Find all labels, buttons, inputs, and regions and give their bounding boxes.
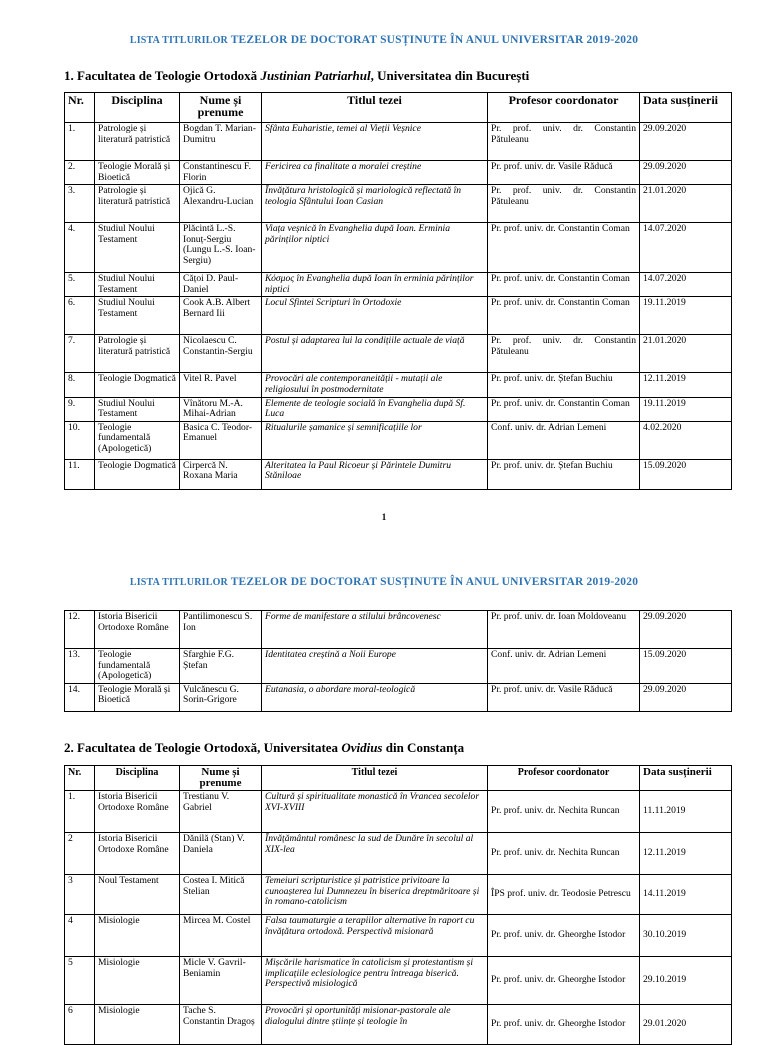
cell-date: 29.09.2020 (640, 123, 732, 161)
cell-name: Vulcănescu G. Sorin-Grigore (180, 683, 262, 711)
cell-nr: 1. (65, 123, 95, 161)
cell-prof: Pr. prof. univ. dr. Constantin Pătuleanu (488, 123, 640, 161)
section-prefix: 2. Facultatea de Teologie Ortodoxă, Universitatea (64, 740, 339, 755)
cell-prof: Pr. prof. univ. dr. Ștefan Buchiu (488, 459, 640, 489)
cell-prof: Pr. prof. univ. dr. Vasile Răducă (488, 161, 640, 185)
cell-name: Bogdan T. Marian-Dumitru (180, 123, 262, 161)
cell-name: Plăcintă L.-S. Ionuț-Sergiu (Lungu L.-S. Ioan-Sergiu) (180, 223, 262, 273)
col-name: Nume și prenume (180, 93, 262, 123)
table-row (65, 683, 732, 711)
cell-nr: 2. (65, 161, 95, 185)
section-italic: Ovidius (341, 740, 383, 755)
cell-title: Identitatea creștină a Noii Europe (262, 649, 488, 684)
cell-date: 29.10.2019 (640, 957, 732, 1005)
cell-title: Învățătura hristologică și mariologică reflectată în teologia Sfântului Ioan Casian (262, 185, 488, 223)
cell-disciplina: Teologie fundamentală (Apologetică) (95, 649, 180, 684)
col-title: Titlul tezei (262, 93, 488, 123)
cell-date: 29.01.2020 (640, 1005, 732, 1045)
cell-date: 12.11.2019 (640, 833, 732, 875)
cell-prof: Pr. prof. univ. dr. Constantin Pătuleanu (488, 335, 640, 373)
cell-name: Dănilă (Stan) V. Daniela (180, 833, 262, 875)
heading-small: LISTA TITLURILOR (129, 577, 228, 588)
cell-title: Locul Sfintei Scripturi în Ortodoxie (262, 297, 488, 335)
cell-disciplina: Teologie fundamentală (Apologetică) (95, 421, 180, 459)
table-row (65, 957, 732, 1005)
cell-date: 21.01.2020 (640, 185, 732, 223)
cell-prof: Pr. prof. univ. dr. Ștefan Buchiu (488, 373, 640, 397)
col-nr: Nr. (65, 766, 95, 791)
cell-prof: Pr. prof. univ. dr. Gheorghe Istodor (488, 915, 640, 957)
section-suffix: , Universitatea din București (370, 68, 530, 83)
col-prof: Profesor coordonator (488, 766, 640, 791)
cell-prof: Conf. univ. dr. Adrian Lemeni (488, 649, 640, 684)
page-number: 1 (381, 512, 387, 522)
cell-title: Temeiuri scripturistice și patristice privitoare la cunoașterea lui Dumnezeu în biserica dreptmăritoare și în romano-catolicism (262, 875, 488, 915)
cell-date: 14.07.2020 (640, 223, 732, 273)
section-italic: Justinian Patriarhul (260, 68, 371, 83)
cell-date: 19.11.2019 (640, 397, 732, 421)
table-row (65, 397, 732, 421)
cell-prof: Pr. prof. univ. dr. Vasile Răducă (488, 683, 640, 711)
cell-prof: Pr. prof. univ. dr. Ioan Moldoveanu (488, 611, 640, 649)
thesis-table-2 (64, 765, 732, 1045)
cell-prof: Pr. prof. univ. dr. Constantin Coman (488, 223, 640, 273)
cell-disciplina: Patrologie și literatură patristică (95, 335, 180, 373)
cell-title: Alteritatea la Paul Ricoeur și Părintele Dumitru Stăniloae (262, 459, 488, 489)
cell-nr: 14. (65, 683, 95, 711)
section-prefix: 1. Facultatea de Teologie Ortodoxă (64, 68, 258, 83)
cell-date: 11.11.2019 (640, 791, 732, 833)
cell-title: Elemente de teologie socială în Evanghelia după Sf. Luca (262, 397, 488, 421)
cell-date: 12.11.2019 (640, 373, 732, 397)
cell-disciplina: Noul Testament (95, 875, 180, 915)
cell-nr: 1. (65, 791, 95, 833)
cell-title: Fericirea ca finalitate a moralei creștine (262, 161, 488, 185)
heading-big: TEZELOR DE DOCTORAT SUSȚINUTE ÎN ANUL UNIVERSITAR 2019-2020 (230, 576, 639, 588)
cell-disciplina: Teologie Morală și Bioetică (95, 161, 180, 185)
cell-title: Forme de manifestare a stilului brâncovenesc (262, 611, 488, 649)
cell-title: Postul și adaptarea lui la condițiile actuale de viață (262, 335, 488, 373)
cell-nr: 11. (65, 459, 95, 489)
col-disciplina: Disciplina (95, 93, 180, 123)
cell-date: 15.09.2020 (640, 459, 732, 489)
cell-name: Nicolaescu C. Constantin-Sergiu (180, 335, 262, 373)
cell-nr: 3 (65, 875, 95, 915)
cell-date: 30.10.2019 (640, 915, 732, 957)
cell-prof: Pr. prof. univ. dr. Constantin Coman (488, 297, 640, 335)
section-title-2 (64, 740, 464, 756)
cell-disciplina: Studiul Noului Testament (95, 223, 180, 273)
cell-prof: Pr. prof. univ. dr. Gheorghe Istodor (488, 1005, 640, 1045)
cell-disciplina: Istoria Bisericii Ortodoxe Române (95, 833, 180, 875)
cell-disciplina: Teologie Morală și Bioetică (95, 683, 180, 711)
cell-disciplina: Istoria Bisericii Ortodoxe Române (95, 611, 180, 649)
cell-name: Constantinescu F. Florin (180, 161, 262, 185)
cell-disciplina: Patrologie și literatură patristică (95, 185, 180, 223)
cell-nr: 6. (65, 297, 95, 335)
cell-disciplina: Teologie Dogmatică (95, 459, 180, 489)
page-1-heading (0, 34, 768, 46)
cell-disciplina: Studiul Noului Testament (95, 297, 180, 335)
cell-date: 21.01.2020 (640, 335, 732, 373)
cell-disciplina: Studiul Noului Testament (95, 397, 180, 421)
col-disciplina: Disciplina (95, 766, 180, 791)
table-row (65, 373, 732, 397)
table-row (65, 833, 732, 875)
cell-disciplina: Istoria Bisericii Ortodoxe Române (95, 791, 180, 833)
table-row (65, 161, 732, 185)
cell-prof: Pr. prof. univ. dr. Gheorghe Istodor (488, 957, 640, 1005)
cell-date: 4.02.2020 (640, 421, 732, 459)
cell-nr: 3. (65, 185, 95, 223)
cell-nr: 13. (65, 649, 95, 684)
cell-date: 29.09.2020 (640, 611, 732, 649)
col-prof: Profesor coordonator (488, 93, 640, 123)
table-row (65, 335, 732, 373)
cell-name: Vînătoru M.-A. Mihai-Adrian (180, 397, 262, 421)
col-nr: Nr. (65, 93, 95, 123)
heading-small: LISTA TITLURILOR (129, 35, 228, 46)
cell-name: Sfarghie F.G. Ștefan (180, 649, 262, 684)
cell-title: Κόσμος în Evanghelia după Ioan în erminia părinților niptici (262, 273, 488, 297)
cell-disciplina: Misiologie (95, 957, 180, 1005)
cell-prof: Pr. prof. univ. dr. Constantin Coman (488, 397, 640, 421)
cell-name: Ojică G. Alexandru-Lucian (180, 185, 262, 223)
table-row (65, 459, 732, 489)
cell-title: Cultură și spiritualitate monastică în Vrancea secolelor XVI-XVIII (262, 791, 488, 833)
cell-disciplina: Misiologie (95, 1005, 180, 1045)
cell-date: 14.07.2020 (640, 273, 732, 297)
cell-name: Tache S. Constantin Dragoș (180, 1005, 262, 1045)
table-row (65, 1005, 732, 1045)
page-2-heading (0, 576, 768, 588)
cell-name: Mircea M. Costel (180, 915, 262, 957)
table-row (65, 421, 732, 459)
cell-name: Trestianu V. Gabriel (180, 791, 262, 833)
cell-title: Sfânta Euharistie, temei al Vieții Veșnice (262, 123, 488, 161)
cell-disciplina: Studiul Noului Testament (95, 273, 180, 297)
cell-prof: Pr. prof. univ. dr. Constantin Coman (488, 273, 640, 297)
cell-title: Învățământul românesc la sud de Dunăre în secolul al XIX-lea (262, 833, 488, 875)
table-row (65, 649, 732, 684)
cell-date: 29.09.2020 (640, 161, 732, 185)
col-date: Data susținerii (640, 766, 732, 791)
table-row (65, 297, 732, 335)
col-date: Data susținerii (640, 93, 732, 123)
thesis-table-1 (64, 92, 732, 490)
cell-name: Cirpercă N. Roxana Maria (180, 459, 262, 489)
cell-nr: 5 (65, 957, 95, 1005)
cell-name: Basica C. Teodor-Emanuel (180, 421, 262, 459)
cell-name: Cățoi D. Paul-Daniel (180, 273, 262, 297)
cell-title: Ritualurile șamanice și semnificațiile lor (262, 421, 488, 459)
cell-title: Falsa taumaturgie a terapiilor alternative în raport cu învățătura ortodoxă. Perspectivă misionară (262, 915, 488, 957)
section-suffix: din Constanța (382, 740, 465, 755)
table-row (65, 611, 732, 649)
cell-prof: Pr. prof. univ. dr. Nechita Runcan (488, 791, 640, 833)
table-row (65, 875, 732, 915)
cell-nr: 9. (65, 397, 95, 421)
cell-title: Viața veșnică în Evanghelia după Ioan. Erminia părinților niptici (262, 223, 488, 273)
cell-date: 19.11.2019 (640, 297, 732, 335)
cell-date: 14.11.2019 (640, 875, 732, 915)
cell-nr: 2 (65, 833, 95, 875)
cell-nr: 12. (65, 611, 95, 649)
cell-name: Micle V. Gavril-Beniamin (180, 957, 262, 1005)
cell-nr: 10. (65, 421, 95, 459)
cell-name: Vitel R. Pavel (180, 373, 262, 397)
cell-prof: Pr. prof. univ. dr. Nechita Runcan (488, 833, 640, 875)
cell-disciplina: Patrologie și literatură patristică (95, 123, 180, 161)
cell-prof: ÎPS prof. univ. dr. Teodosie Petrescu (488, 875, 640, 915)
cell-title: Eutanasia, o abordare moral-teologică (262, 683, 488, 711)
thesis-table-1-continued (64, 610, 732, 712)
cell-disciplina: Teologie Dogmatică (95, 373, 180, 397)
cell-title: Provocări și oportunități misionar-pastorale ale dialogului dintre științe și teologie în (262, 1005, 488, 1045)
col-title: Titlul tezei (262, 766, 488, 791)
cell-name: Costea I. Mitică Stelian (180, 875, 262, 915)
cell-nr: 8. (65, 373, 95, 397)
cell-nr: 5. (65, 273, 95, 297)
col-name: Nume și prenume (180, 766, 262, 791)
table-row (65, 123, 732, 161)
cell-name: Pantilimonescu S. Ion (180, 611, 262, 649)
cell-nr: 4. (65, 223, 95, 273)
table-row (65, 223, 732, 273)
cell-date: 29.09.2020 (640, 683, 732, 711)
cell-date: 15.09.2020 (640, 649, 732, 684)
cell-nr: 4 (65, 915, 95, 957)
cell-name: Cook A.B. Albert Bernard Iii (180, 297, 262, 335)
cell-title: Mișcările harismatice în catolicism și protestantism și implicațiile eclesiologice pentru întreaga biserică. Perspectivă misiologică (262, 957, 488, 1005)
cell-nr: 6 (65, 1005, 95, 1045)
cell-prof: Conf. univ. dr. Adrian Lemeni (488, 421, 640, 459)
table-row (65, 185, 732, 223)
cell-title: Provocări ale contemporaneității - mutații ale religiosului în postmodernitate (262, 373, 488, 397)
heading-big: TEZELOR DE DOCTORAT SUSȚINUTE ÎN ANUL UNIVERSITAR 2019-2020 (230, 34, 639, 46)
cell-nr: 7. (65, 335, 95, 373)
table-row (65, 273, 732, 297)
cell-disciplina: Misiologie (95, 915, 180, 957)
cell-prof: Pr. prof. univ. dr. Constantin Pătuleanu (488, 185, 640, 223)
section-title-1 (64, 68, 529, 84)
table-row (65, 791, 732, 833)
table-row (65, 915, 732, 957)
